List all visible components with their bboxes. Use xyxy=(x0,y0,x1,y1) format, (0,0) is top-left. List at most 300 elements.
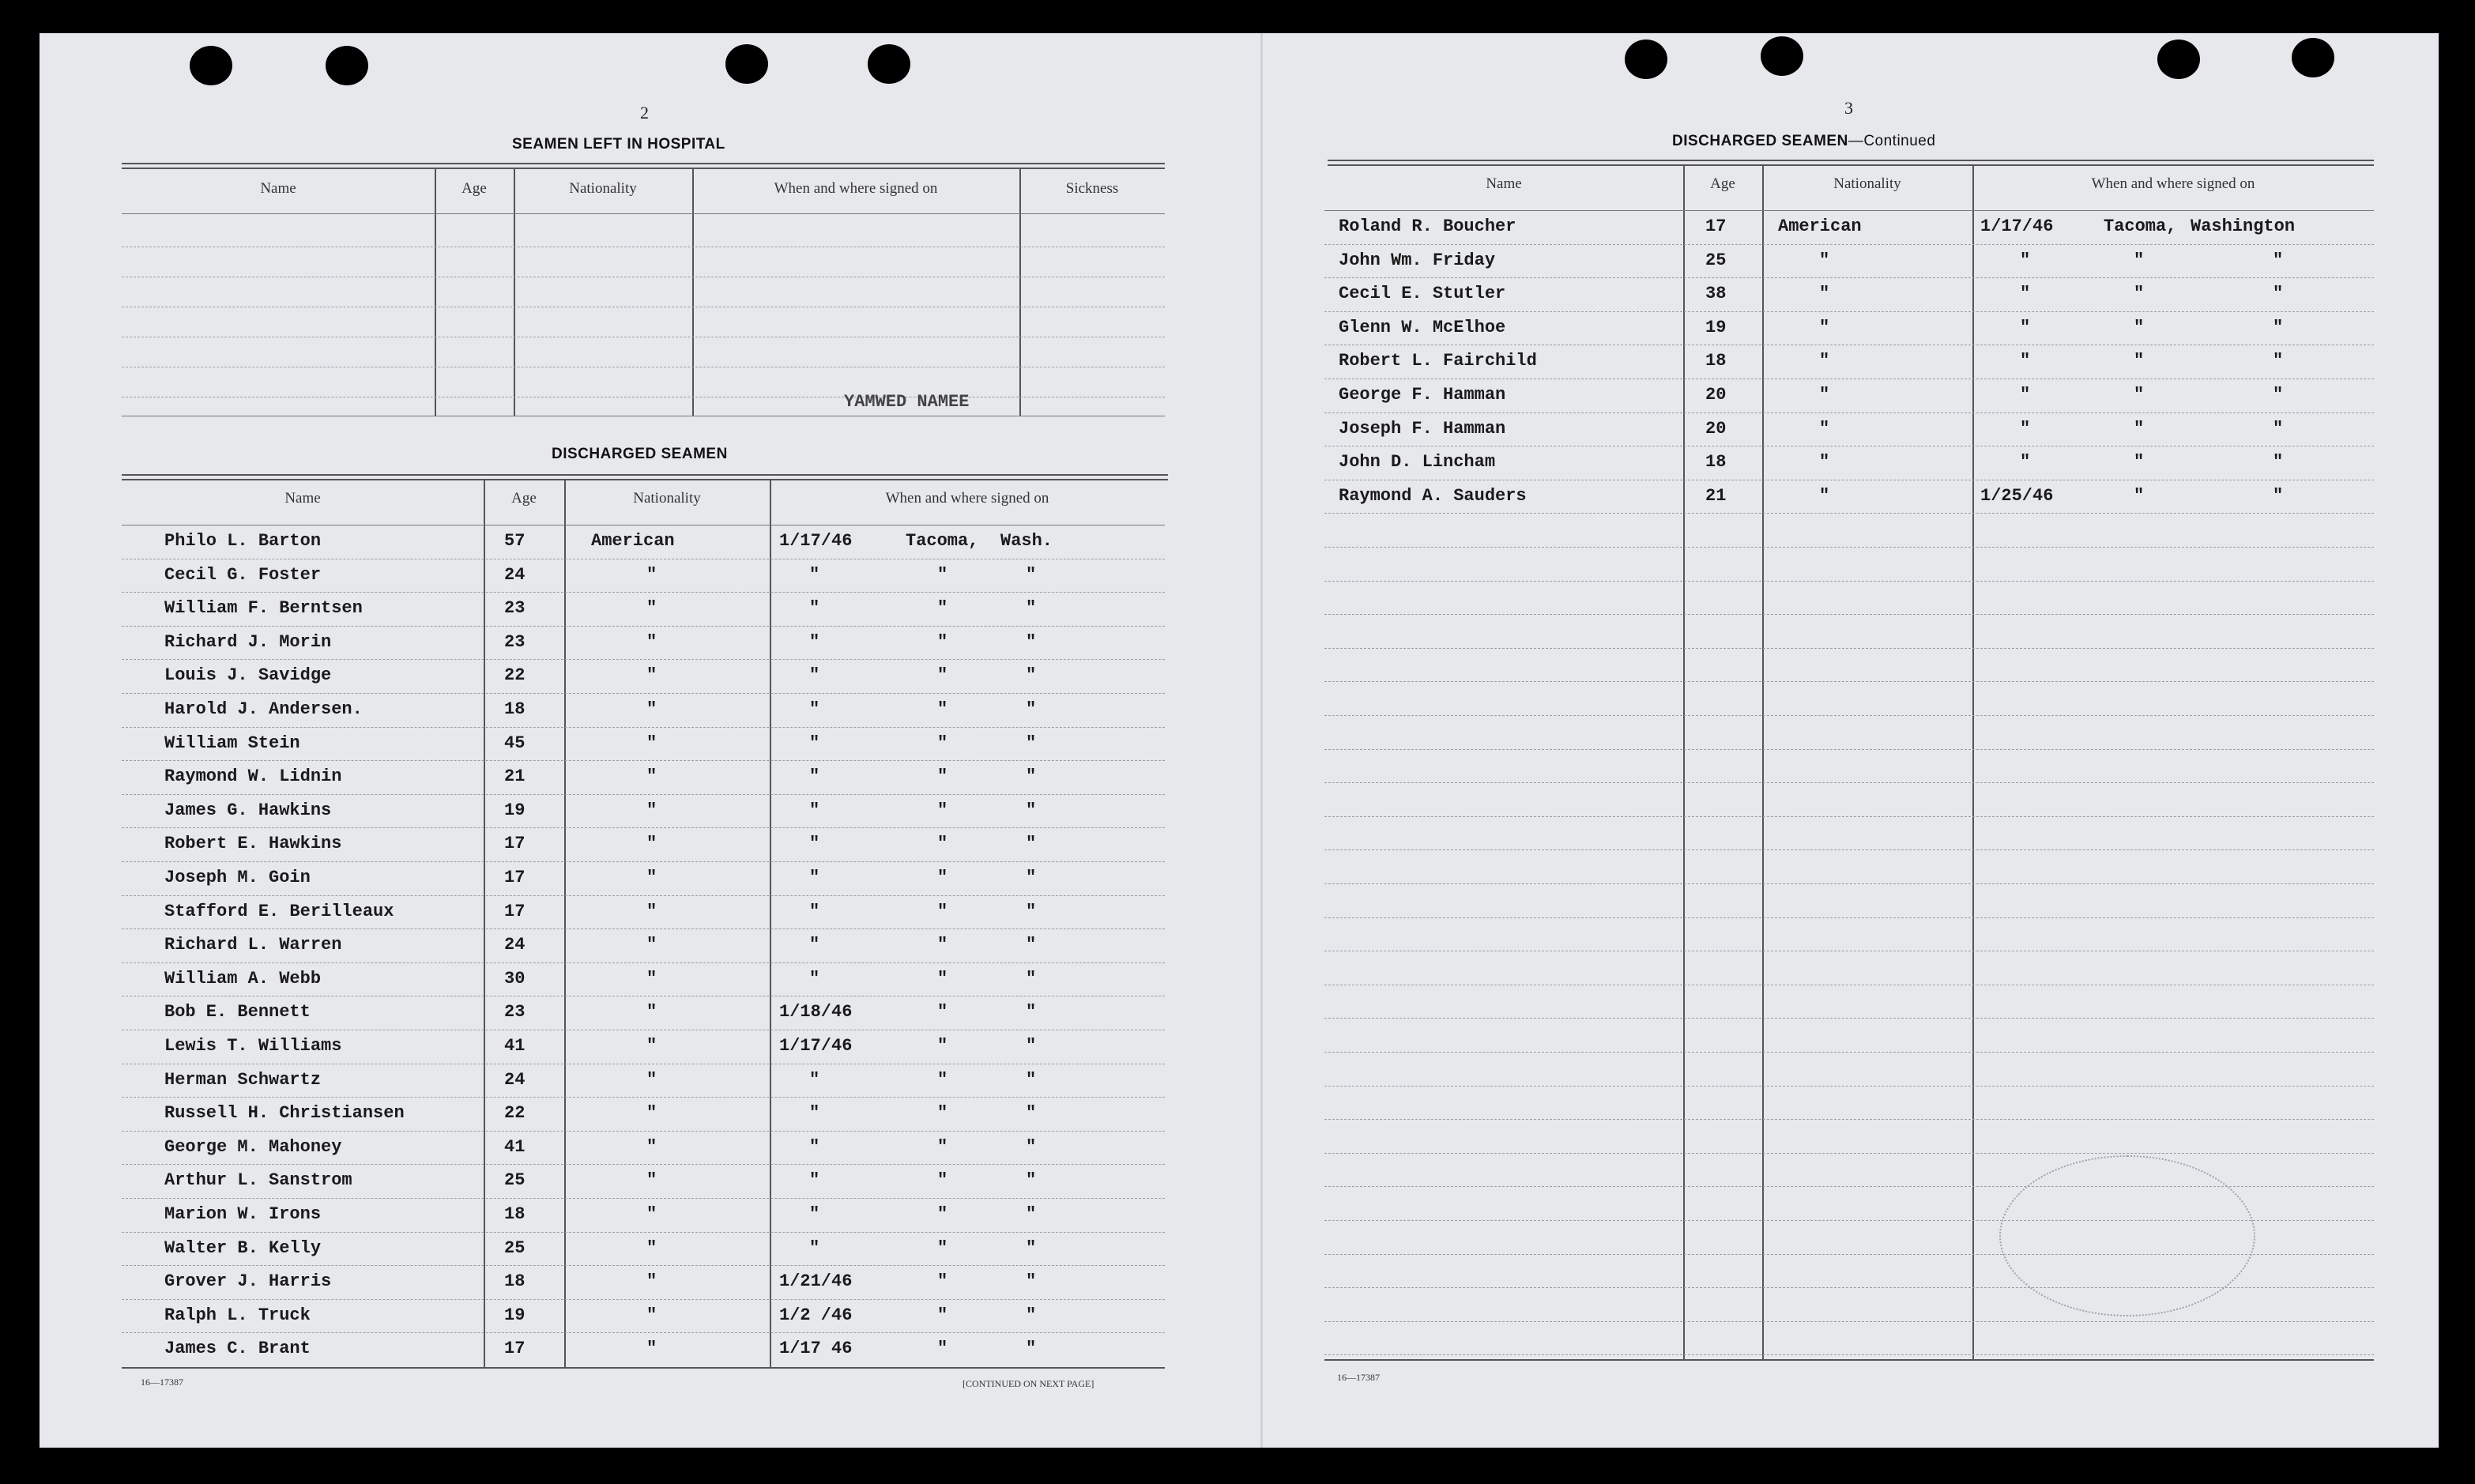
signed-on-state: " xyxy=(2273,418,2284,439)
row-rule xyxy=(1324,1354,2374,1355)
seaman-age: 30 xyxy=(504,968,526,989)
signed-on-date: 1/21/46 xyxy=(779,1271,853,1292)
binder-hole xyxy=(2292,38,2334,77)
signed-on-date: " xyxy=(2020,250,2031,270)
seaman-name: Louis J. Savidge xyxy=(164,665,332,686)
binder-hole xyxy=(1625,40,1667,79)
signed-on-state: " xyxy=(1026,834,1037,854)
seaman-nationality: " xyxy=(646,631,657,652)
seaman-age: 17 xyxy=(504,1339,526,1359)
signed-on-date: " xyxy=(809,1204,820,1224)
column-divider xyxy=(484,479,485,1367)
seaman-nationality: " xyxy=(1819,485,1830,506)
row-rule xyxy=(122,1164,1165,1165)
seaman-nationality: " xyxy=(646,766,657,787)
row-rule xyxy=(1324,782,2374,783)
row-rule xyxy=(1324,244,2374,245)
signed-on-place: Tacoma, xyxy=(2104,217,2177,236)
signed-on-date: 1/17/46 xyxy=(1980,217,2054,236)
seaman-name: Robert L. Fairchild xyxy=(1339,351,1537,371)
signed-on-state: " xyxy=(1026,800,1037,820)
seaman-name: Richard J. Morin xyxy=(164,631,332,652)
signed-on-date: " xyxy=(2020,385,2031,405)
seaman-age: 19 xyxy=(504,1305,526,1325)
signed-on-place: " xyxy=(2134,418,2145,439)
row-rule xyxy=(122,827,1165,828)
signed-on-place: " xyxy=(937,1305,948,1325)
binder-hole xyxy=(190,46,232,85)
signed-on-date: " xyxy=(809,935,820,955)
page-number: 2 xyxy=(640,103,649,122)
column-header: Nationality xyxy=(633,490,701,507)
faded-stamp xyxy=(1999,1155,2255,1316)
seaman-age: 41 xyxy=(504,1136,526,1157)
hospital-column-header: Sickness xyxy=(1065,180,1119,197)
row-rule xyxy=(1324,547,2374,548)
column-header: Age xyxy=(1710,175,1735,192)
row-rule xyxy=(1324,1119,2374,1120)
signed-on-state: " xyxy=(1026,1036,1037,1056)
binder-hole xyxy=(2157,40,2200,79)
signed-on-place: " xyxy=(2134,284,2145,304)
signed-on-date: " xyxy=(809,1170,820,1191)
hospital-column-header: Name xyxy=(260,180,296,197)
signed-on-place: " xyxy=(937,968,948,989)
seaman-name: George F. Hamman xyxy=(1339,385,1506,405)
signed-on-state: " xyxy=(1026,1339,1037,1359)
signed-on-place: " xyxy=(937,1339,948,1359)
seaman-age: 17 xyxy=(1705,217,1727,236)
rule xyxy=(122,163,1165,164)
signed-on-date: " xyxy=(809,631,820,652)
signed-on-date: " xyxy=(809,1136,820,1157)
seaman-age: 25 xyxy=(1705,250,1727,270)
signed-on-place: " xyxy=(937,733,948,753)
binder-hole xyxy=(326,46,368,85)
seaman-name: Raymond W. Lidnin xyxy=(164,766,342,787)
discharged-continued-title xyxy=(1672,133,1935,150)
row-rule xyxy=(1324,715,2374,716)
page-fold xyxy=(1260,33,1263,1448)
seaman-name: Philo L. Barton xyxy=(164,531,322,551)
signed-on-date: 1/18/46 xyxy=(779,1002,853,1023)
seaman-age: 25 xyxy=(504,1237,526,1258)
row-rule xyxy=(1324,681,2374,682)
signed-on-place: " xyxy=(937,564,948,585)
row-rule xyxy=(122,962,1165,963)
row-rule xyxy=(1324,1018,2374,1019)
signed-on-place: " xyxy=(937,935,948,955)
signed-on-place: " xyxy=(937,1271,948,1292)
signed-on-place: " xyxy=(937,665,948,686)
seaman-name: James G. Hawkins xyxy=(164,800,332,820)
row-rule xyxy=(122,1265,1165,1266)
seaman-age: 24 xyxy=(504,1069,526,1090)
signed-on-date: " xyxy=(809,901,820,921)
hospital-column-header: Age xyxy=(461,180,487,197)
seaman-nationality: " xyxy=(646,1271,657,1292)
signed-on-state: " xyxy=(1026,1069,1037,1090)
seaman-age: 22 xyxy=(504,1103,526,1124)
seaman-age: 23 xyxy=(504,1002,526,1023)
seaman-age: 18 xyxy=(504,699,526,719)
seaman-nationality: " xyxy=(646,699,657,719)
row-rule xyxy=(122,861,1165,862)
row-rule xyxy=(1324,412,2374,413)
hospital-column-header: Nationality xyxy=(569,180,637,197)
signed-on-state: " xyxy=(1026,564,1037,585)
seaman-age: 18 xyxy=(1705,351,1727,371)
row-rule xyxy=(1324,581,2374,582)
row-rule xyxy=(122,1198,1165,1199)
row-rule xyxy=(122,928,1165,929)
column-header: When and where signed on xyxy=(2091,175,2255,192)
signed-on-state: " xyxy=(1026,598,1037,619)
seaman-nationality: " xyxy=(1819,385,1830,405)
discharged-section-title: DISCHARGED SEAMEN xyxy=(552,446,728,462)
signed-on-state: " xyxy=(2273,385,2284,405)
column-divider xyxy=(514,168,515,416)
seaman-age: 23 xyxy=(504,631,526,652)
signed-on-place: " xyxy=(2134,250,2145,270)
signed-on-place: " xyxy=(937,901,948,921)
seaman-nationality: " xyxy=(646,968,657,989)
signed-on-date: " xyxy=(809,834,820,854)
signed-on-date: " xyxy=(809,1237,820,1258)
rule xyxy=(1328,164,2374,166)
title-suffix: —Continued xyxy=(1848,133,1936,149)
row-rule xyxy=(122,1131,1165,1132)
row-rule xyxy=(1324,816,2374,817)
seaman-nationality: " xyxy=(1819,351,1830,371)
rule xyxy=(122,168,1165,169)
row-rule xyxy=(122,1097,1165,1098)
table-bottom-rule xyxy=(122,1367,1165,1369)
signed-on-date: 1/17/46 xyxy=(779,1036,853,1056)
seaman-name: Raymond A. Sauders xyxy=(1339,485,1527,506)
seaman-name: Ralph L. Truck xyxy=(164,1305,311,1325)
seaman-name: Joseph F. Hamman xyxy=(1339,418,1506,439)
binder-hole xyxy=(868,44,910,84)
row-rule xyxy=(1324,311,2374,312)
binder-hole xyxy=(725,44,768,84)
seaman-name: Cecil E. Stutler xyxy=(1339,284,1506,304)
seaman-age: 19 xyxy=(504,800,526,820)
column-divider xyxy=(1019,168,1021,416)
signed-on-date: " xyxy=(809,733,820,753)
signed-on-place: " xyxy=(937,1036,948,1056)
seaman-name: Roland R. Boucher xyxy=(1339,217,1516,236)
signed-on-state: " xyxy=(1026,968,1037,989)
seaman-age: 20 xyxy=(1705,418,1727,439)
signed-on-state: " xyxy=(1026,1271,1037,1292)
row-rule xyxy=(1324,1086,2374,1087)
signed-on-place: " xyxy=(937,1069,948,1090)
seaman-nationality: " xyxy=(646,1170,657,1191)
signed-on-place: " xyxy=(937,598,948,619)
seaman-age: 17 xyxy=(504,834,526,854)
header-rule xyxy=(1324,210,2374,211)
row-rule xyxy=(1324,917,2374,918)
signed-on-date: " xyxy=(2020,452,2031,473)
signed-on-place: " xyxy=(2134,385,2145,405)
seaman-name: Lewis T. Williams xyxy=(164,1036,342,1056)
seaman-nationality: " xyxy=(646,1339,657,1359)
column-header: When and where signed on xyxy=(885,490,1049,507)
signed-on-state: " xyxy=(1026,1204,1037,1224)
seaman-name: Arthur L. Sanstrom xyxy=(164,1170,352,1191)
seaman-name: John D. Lincham xyxy=(1339,452,1496,473)
continued-note: [CONTINUED ON NEXT PAGE] xyxy=(962,1378,1094,1389)
seaman-name: Herman Schwartz xyxy=(164,1069,322,1090)
seaman-age: 57 xyxy=(504,531,526,551)
signed-on-state: " xyxy=(1026,935,1037,955)
signed-on-state: " xyxy=(2273,351,2284,371)
signed-on-state: " xyxy=(2273,250,2284,270)
signed-on-place: " xyxy=(2134,452,2145,473)
seaman-name: Bob E. Bennett xyxy=(164,1002,311,1023)
signed-on-place: " xyxy=(937,1136,948,1157)
signed-on-place: " xyxy=(937,1103,948,1124)
form-number: 16—17387 xyxy=(141,1377,183,1388)
seaman-age: 18 xyxy=(504,1271,526,1292)
table-bottom-rule xyxy=(1324,1359,2374,1361)
seaman-age: 24 xyxy=(504,564,526,585)
form-number: 16—17387 xyxy=(1337,1372,1380,1383)
signed-on-date: 1/2 /46 xyxy=(779,1305,853,1325)
column-divider xyxy=(1972,164,1974,1359)
signed-on-date: " xyxy=(809,800,820,820)
signed-on-state: " xyxy=(1026,1103,1037,1124)
seaman-age: 21 xyxy=(1705,485,1727,506)
row-rule xyxy=(122,1232,1165,1233)
document-sheet xyxy=(40,33,2439,1448)
seaman-nationality: " xyxy=(1819,418,1830,439)
row-rule xyxy=(1324,614,2374,615)
signed-on-date: " xyxy=(809,868,820,887)
hospital-column-header: When and where signed on xyxy=(774,180,938,197)
seaman-age: 25 xyxy=(504,1170,526,1191)
seaman-name: George M. Mahoney xyxy=(164,1136,342,1157)
signed-on-state: " xyxy=(2273,317,2284,337)
signed-on-state: " xyxy=(2273,452,2284,473)
signed-on-place: " xyxy=(937,1002,948,1023)
row-rule xyxy=(122,1299,1165,1300)
signed-on-state: " xyxy=(1026,766,1037,787)
row-rule xyxy=(1324,1153,2374,1154)
signed-on-place: Tacoma, xyxy=(906,531,979,551)
signed-on-date: 1/17 46 xyxy=(779,1339,853,1359)
seaman-age: 45 xyxy=(504,733,526,753)
signed-on-place: " xyxy=(2134,351,2145,371)
signed-on-place: " xyxy=(937,766,948,787)
hospital-section-title: SEAMEN LEFT IN HOSPITAL xyxy=(512,136,725,153)
seaman-name: James C. Brant xyxy=(164,1339,311,1359)
page-number: 3 xyxy=(1844,98,1853,118)
signed-on-date: " xyxy=(2020,418,2031,439)
column-header: Name xyxy=(284,490,321,507)
seaman-age: 41 xyxy=(504,1036,526,1056)
seaman-nationality: " xyxy=(646,564,657,585)
signed-on-place: " xyxy=(937,1170,948,1191)
signed-on-place: " xyxy=(937,800,948,820)
seaman-nationality: " xyxy=(646,935,657,955)
seaman-name: Robert E. Hawkins xyxy=(164,834,342,854)
seaman-name: Joseph M. Goin xyxy=(164,868,311,887)
seaman-age: 18 xyxy=(504,1204,526,1224)
signed-on-date: 1/25/46 xyxy=(1980,485,2054,506)
signed-on-state: " xyxy=(1026,1002,1037,1023)
seaman-age: 17 xyxy=(504,901,526,921)
rule xyxy=(122,474,1168,476)
seaman-name: William A. Webb xyxy=(164,968,322,989)
signed-on-state: " xyxy=(1026,631,1037,652)
seaman-name: Russell H. Christiansen xyxy=(164,1103,405,1124)
signed-on-state: " xyxy=(1026,733,1037,753)
seaman-nationality: American xyxy=(591,531,675,551)
signed-on-state: " xyxy=(1026,1170,1037,1191)
row-rule xyxy=(122,1332,1165,1333)
signed-on-date: " xyxy=(809,564,820,585)
seaman-age: 24 xyxy=(504,935,526,955)
seaman-nationality: " xyxy=(646,665,657,686)
signed-on-place: " xyxy=(2134,317,2145,337)
header-rule xyxy=(122,213,1165,214)
signed-on-place: " xyxy=(937,1204,948,1224)
signed-on-date: 1/17/46 xyxy=(779,531,853,551)
row-rule xyxy=(1324,883,2374,884)
seaman-age: 20 xyxy=(1705,385,1727,405)
column-header: Name xyxy=(1486,175,1522,192)
column-header: Age xyxy=(511,490,537,507)
row-rule xyxy=(122,693,1165,694)
signed-on-date: " xyxy=(2020,351,2031,371)
binder-hole xyxy=(1761,36,1803,76)
seaman-nationality: " xyxy=(646,1237,657,1258)
seaman-nationality: " xyxy=(646,901,657,921)
row-rule xyxy=(1324,648,2374,649)
seaman-nationality: " xyxy=(646,598,657,619)
signed-on-state: " xyxy=(1026,1136,1037,1157)
seaman-age: 38 xyxy=(1705,284,1727,304)
seaman-nationality: " xyxy=(646,1036,657,1056)
seaman-age: 19 xyxy=(1705,317,1727,337)
column-divider xyxy=(1683,164,1685,1359)
hospital-stamp-text: YAMWED NAMEE xyxy=(844,392,970,412)
signed-on-state: " xyxy=(1026,1305,1037,1325)
seaman-nationality: " xyxy=(646,1069,657,1090)
row-rule xyxy=(1324,749,2374,750)
seaman-nationality: " xyxy=(646,800,657,820)
signed-on-place: " xyxy=(2134,485,2145,506)
seaman-age: 21 xyxy=(504,766,526,787)
seaman-nationality: " xyxy=(1819,452,1830,473)
row-rule xyxy=(1324,277,2374,278)
row-rule xyxy=(122,760,1165,761)
row-rule xyxy=(122,794,1165,795)
signed-on-state: " xyxy=(1026,665,1037,686)
row-rule xyxy=(122,626,1165,627)
signed-on-date: " xyxy=(809,766,820,787)
column-header: Nationality xyxy=(1833,175,1901,192)
signed-on-date: " xyxy=(809,665,820,686)
row-rule xyxy=(1324,1321,2374,1322)
column-divider xyxy=(692,168,694,416)
seaman-nationality: " xyxy=(646,1002,657,1023)
seaman-name: Richard L. Warren xyxy=(164,935,342,955)
signed-on-state: Wash. xyxy=(1000,531,1053,551)
seaman-name: Stafford E. Berilleaux xyxy=(164,901,394,921)
seaman-nationality: " xyxy=(646,1103,657,1124)
column-divider xyxy=(1762,164,1764,1359)
signed-on-date: " xyxy=(809,968,820,989)
signed-on-state: " xyxy=(2273,485,2284,506)
column-divider xyxy=(435,168,436,416)
seaman-nationality: " xyxy=(646,733,657,753)
signed-on-place: " xyxy=(937,834,948,854)
row-rule xyxy=(1324,513,2374,514)
seaman-age: 22 xyxy=(504,665,526,686)
seaman-name: Walter B. Kelly xyxy=(164,1237,322,1258)
column-divider xyxy=(564,479,566,1367)
seaman-name: William Stein xyxy=(164,733,300,753)
seaman-nationality: " xyxy=(1819,284,1830,304)
signed-on-date: " xyxy=(809,1069,820,1090)
signed-on-state: " xyxy=(1026,1237,1037,1258)
signed-on-date: " xyxy=(2020,317,2031,337)
rule xyxy=(1328,160,2374,161)
signed-on-place: " xyxy=(937,1237,948,1258)
seaman-name: Glenn W. McElhoe xyxy=(1339,317,1506,337)
row-rule xyxy=(1324,849,2374,850)
seaman-age: 18 xyxy=(1705,452,1727,473)
row-rule xyxy=(122,659,1165,660)
title-text: DISCHARGED SEAMEN xyxy=(1672,133,1848,149)
signed-on-date: " xyxy=(809,699,820,719)
rule xyxy=(122,479,1168,480)
seaman-name: Grover J. Harris xyxy=(164,1271,332,1292)
signed-on-date: " xyxy=(809,1103,820,1124)
signed-on-date: " xyxy=(809,598,820,619)
seaman-nationality: " xyxy=(646,1305,657,1325)
seaman-nationality: American xyxy=(1778,217,1862,236)
seaman-nationality: " xyxy=(1819,250,1830,270)
seaman-nationality: " xyxy=(646,1136,657,1157)
signed-on-state: " xyxy=(1026,699,1037,719)
seaman-name: William F. Berntsen xyxy=(164,598,363,619)
seaman-nationality: " xyxy=(646,868,657,887)
signed-on-state: Washington xyxy=(2191,217,2296,236)
row-rule xyxy=(122,727,1165,728)
seaman-name: Cecil G. Foster xyxy=(164,564,322,585)
row-rule xyxy=(1324,1052,2374,1053)
seaman-name: Harold J. Andersen. xyxy=(164,699,363,719)
signed-on-place: " xyxy=(937,699,948,719)
signed-on-place: " xyxy=(937,868,948,887)
seaman-nationality: " xyxy=(1819,317,1830,337)
signed-on-state: " xyxy=(1026,901,1037,921)
signed-on-state: " xyxy=(2273,284,2284,304)
seaman-nationality: " xyxy=(646,834,657,854)
seaman-name: John Wm. Friday xyxy=(1339,250,1496,270)
row-rule xyxy=(122,895,1165,896)
signed-on-state: " xyxy=(1026,868,1037,887)
seaman-name: Marion W. Irons xyxy=(164,1204,322,1224)
signed-on-date: " xyxy=(2020,284,2031,304)
column-divider xyxy=(770,479,771,1367)
signed-on-place: " xyxy=(937,631,948,652)
seaman-nationality: " xyxy=(646,1204,657,1224)
